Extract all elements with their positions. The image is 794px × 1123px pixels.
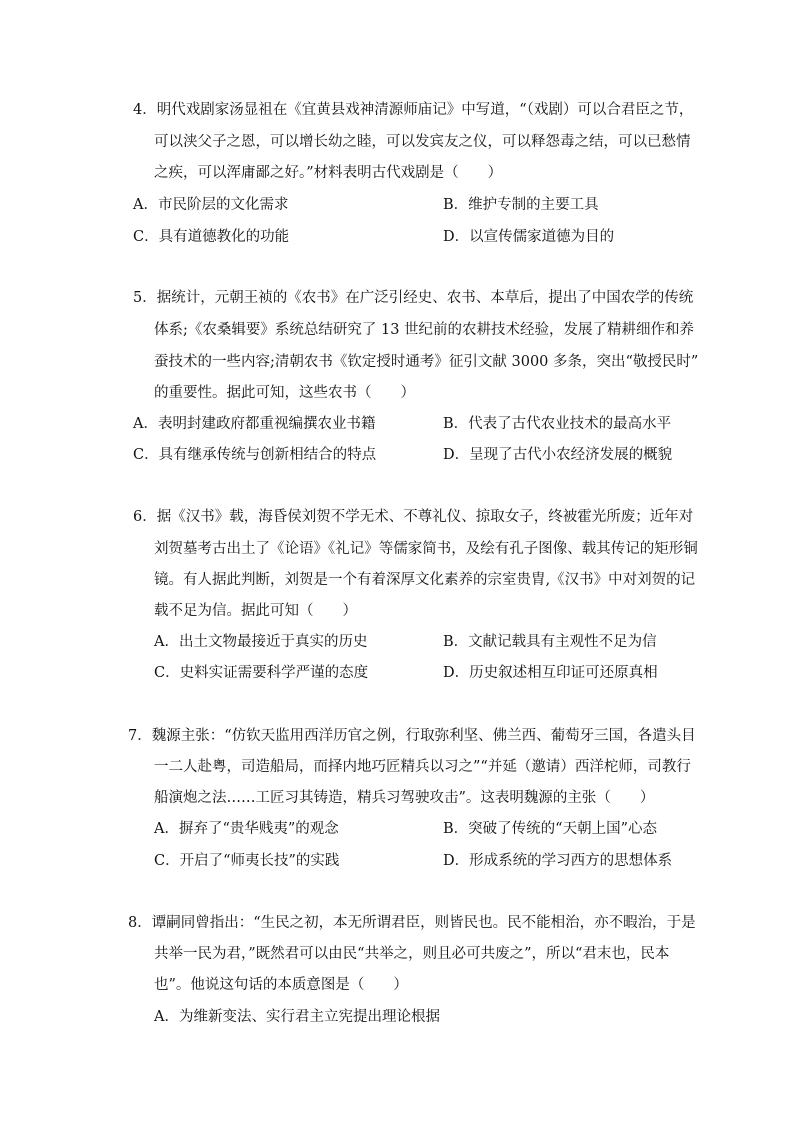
option-c: C．具有继承传统与创新相结合的特点 — [133, 447, 377, 463]
option-d: D．形成系统的学习西方的思想体系 — [443, 853, 673, 869]
option-b: B．维护专制的主要工具 — [443, 197, 599, 213]
question-stem-line: 载不足为信。据此可知（ ） — [154, 603, 357, 619]
question-stem-line: 可以浃父子之恩，可以增长幼之睦，可以发宾友之仪，可以释怨毒之结，可以已愁情 — [154, 134, 691, 150]
question-stem-line: 共举一民为君，”既然君可以由民“共举之，则且必可共废之”，所以“君末也，民本 — [154, 946, 670, 962]
question-stem-line: 8．谭嗣同曾指出：“生民之初，本无所谓君臣，则皆民也。民不能相治，亦不暇治，于是 — [128, 915, 696, 931]
option-a: A．摒弃了“贵华贱夷”的观念 — [154, 821, 339, 837]
question-stem-line: 之疾，可以浑庸鄙之好。”材料表明古代戏剧是（ ） — [154, 165, 503, 181]
question-stem-line: 一二人赴粤，司造船局，而择内地巧匠精兵以习之”“并延（邀请）西洋柁师，司教行 — [154, 759, 691, 775]
option-d: D．以宣传儒家道德为目的 — [443, 229, 615, 245]
question-stem-line: 也”。他说这句话的本质意图是（ ） — [154, 977, 408, 993]
option-b: B．突破了传统的“天朝上国”心态 — [443, 821, 657, 837]
question-stem-line: 4．明代戏剧家汤显祖在《宜黄县戏神清源师庙记》中写道，“（戏剧）可以合君臣之节， — [133, 102, 694, 118]
option-d: D．历史叙述相互印证可还原真相 — [443, 665, 658, 681]
option-b: B．文献记载具有主观性不足为信 — [443, 634, 657, 650]
question-stem-line: 6．据《汉书》载，海昏侯刘贺不学无术、不尊礼仪、掠取女子，终被霍光所废；近年对 — [133, 509, 694, 525]
option-a: A．表明封建政府都重视编撰农业书籍 — [133, 416, 376, 432]
question-stem-line: 镜。有人据此判断，刘贺是一个有着深厚文化素养的宗室贵胄,《汉书》中对刘贺的记 — [154, 572, 696, 588]
option-c: C．史料实证需要科学严谨的态度 — [154, 665, 369, 681]
question-stem-line: 5．据统计，元朝王祯的《农书》在广泛引经史、农书、本草后，提出了中国农学的传统 — [133, 290, 694, 306]
option-b: B．代表了古代农业技术的最高水平 — [443, 416, 672, 432]
question-stem-line: 蚕技术的一些内容;清朝农书《钦定授时通考》征引文献 3000 多条，突出“敬授民时” — [154, 354, 699, 370]
option-c: C．具有道德教化的功能 — [133, 229, 290, 245]
option-c: C．开启了“师夷长技”的实践 — [154, 853, 340, 869]
question-stem-line: 船演炮之法……工匠习其铸造，精兵习驾驶攻击”。这表明魏源的主张（ ） — [154, 790, 655, 806]
option-a: A．市民阶层的文化需求 — [133, 197, 289, 213]
option-a: A．出土文物最接近于真实的历史 — [154, 634, 368, 650]
option-d: D．呈现了古代小农经济发展的概貌 — [443, 447, 673, 463]
question-stem-line: 刘贺墓考古出土了《论语》《礼记》等儒家简书，及绘有孔子图像、载其传记的矩形铜 — [154, 541, 698, 557]
question-stem-line: 的重要性。据此可知，这些农书（ ） — [154, 385, 415, 401]
question-stem-line: 体系;《农桑辑要》系统总结研究了 13 世纪前的农耕技术经验，发展了精耕细作和养 — [154, 322, 695, 338]
question-stem-line: 7．魏源主张：“仿钦天监用西洋历官之例，行取弥利坚、佛兰西、葡萄牙三国，各遣头目 — [128, 728, 696, 744]
option-a: A．为维新变法、实行君主立宪提出理论根据 — [154, 1009, 440, 1025]
